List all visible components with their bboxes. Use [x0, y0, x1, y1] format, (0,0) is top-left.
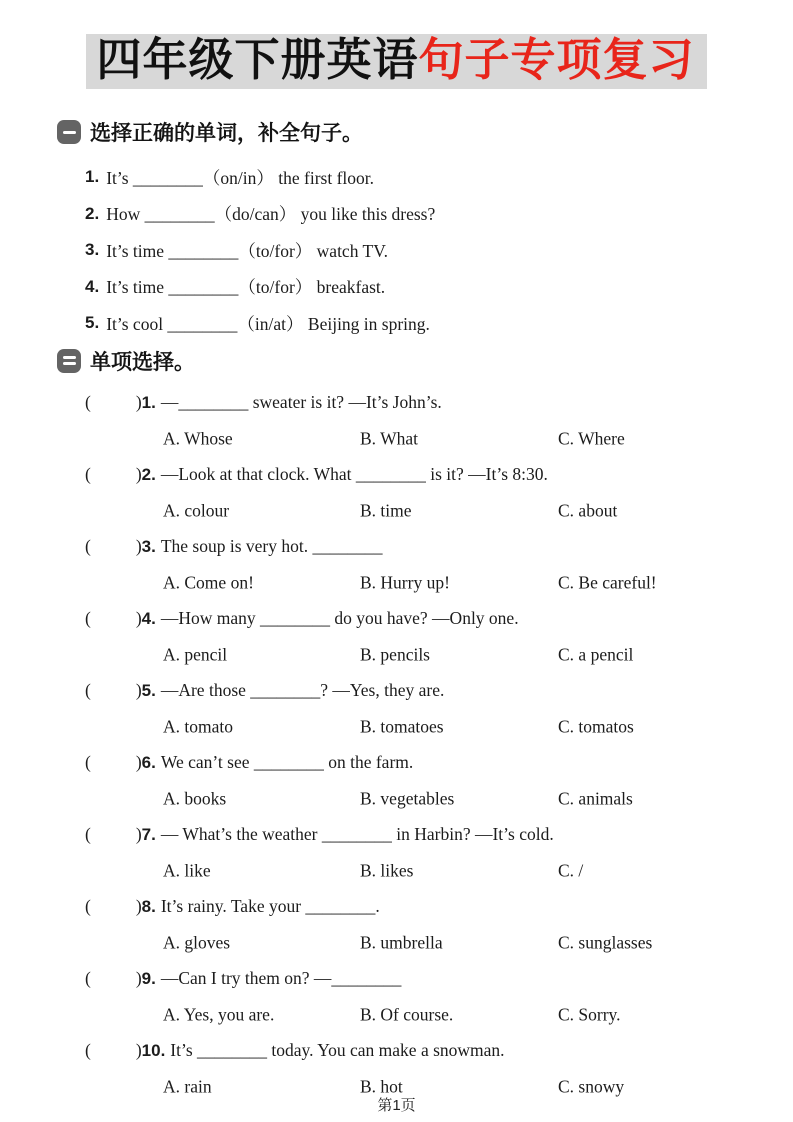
worksheet-item [85, 269, 793, 306]
section-one-items [85, 159, 793, 342]
option-a: A. like [163, 860, 211, 880]
question-item [0, 673, 793, 745]
option-b: B. Hurry up! [360, 572, 450, 592]
question-item [0, 961, 793, 1033]
question-item [0, 529, 793, 601]
option-b: B. time [360, 500, 412, 520]
answer-bracket-close: ) [135, 896, 142, 916]
answer-bracket-close: ) [135, 968, 142, 988]
option-b: B. hot [360, 1076, 403, 1096]
option-c: C. a pencil [558, 644, 634, 664]
answer-bracket-open: ( [85, 1040, 91, 1060]
question-item [0, 457, 793, 529]
option-b: B. Of course. [360, 1004, 454, 1024]
option-a: A. Come on! [163, 572, 254, 592]
answer-bracket-close: ) [135, 1040, 142, 1060]
option-c: C. Be careful! [558, 572, 657, 592]
page-footer: 第1页 [377, 1097, 416, 1114]
question-text: —Look at that clock. What ________ is it? —It’s 8:30. [160, 464, 548, 484]
question-number: 6. [141, 752, 156, 772]
question-text: —________ sweater is it? —It’s John’s. [160, 392, 442, 412]
question-text: —Are those ________? —Yes, they are. [160, 680, 445, 700]
option-a: A. gloves [163, 932, 231, 952]
question-number: 5. [141, 680, 156, 700]
option-b: B. likes [360, 860, 414, 880]
section-two-questions [0, 385, 793, 1105]
question-number: 2. [141, 464, 156, 484]
option-c: C. Sorry. [558, 1004, 621, 1024]
item-text: It’s time ________（to/for） breakfast. [106, 277, 386, 298]
answer-bracket-open: ( [85, 896, 91, 916]
item-text: It’s cool ________（in/at） Beijing in spring. [106, 313, 430, 334]
option-a: A. Yes, you are. [163, 1004, 275, 1024]
section-one-icon [57, 120, 81, 144]
question-text: —How many ________ do you have? —Only one. [160, 608, 519, 628]
item-number: 2. [85, 203, 100, 223]
answer-bracket-open: ( [85, 968, 91, 988]
answer-bracket-open: ( [85, 752, 91, 772]
question-text: It’s rainy. Take your ________. [160, 896, 380, 916]
answer-bracket-open: ( [85, 464, 91, 484]
answer-bracket-open: ( [85, 392, 91, 412]
answer-bracket-close: ) [135, 752, 142, 772]
option-a: A. pencil [163, 644, 228, 664]
section-one-heading: 选择正确的单词，补全句子。 [90, 122, 363, 145]
question-number: 7. [141, 824, 156, 844]
question-item [0, 601, 793, 673]
option-a: A. Whose [163, 428, 233, 448]
item-number: 5. [85, 313, 100, 333]
option-c: C. animals [558, 788, 633, 808]
item-text: It’s time ________（to/for） watch TV. [106, 240, 388, 261]
answer-bracket-open: ( [85, 608, 91, 628]
answer-bracket-close: ) [135, 536, 142, 556]
question-number: 4. [141, 608, 156, 628]
section-two-heading: 单项选择。 [90, 350, 195, 374]
item-number: 4. [85, 276, 100, 296]
option-b: B. vegetables [360, 788, 455, 808]
item-number: 1. [85, 167, 100, 187]
item-text: It’s ________（on/in） the first floor. [106, 167, 375, 188]
answer-bracket-close: ) [135, 392, 142, 412]
section-one-header [57, 117, 793, 147]
question-item [0, 745, 793, 817]
section-two-header [57, 346, 793, 376]
page-title-black: 四年级下册英语 [96, 34, 419, 85]
question-number: 10. [141, 1040, 166, 1060]
option-c: C. / [558, 860, 584, 880]
question-item [0, 889, 793, 961]
option-c: C. snowy [558, 1076, 625, 1096]
answer-bracket-close: ) [135, 464, 142, 484]
option-b: B. umbrella [360, 932, 443, 952]
answer-bracket-open: ( [85, 680, 91, 700]
question-text: —Can I try them on? —________ [160, 968, 402, 988]
item-text: How ________（do/can） you like this dress? [106, 204, 436, 225]
option-c: C. Where [558, 428, 625, 448]
option-b: B. What [360, 428, 419, 448]
option-b: B. pencils [360, 644, 430, 664]
worksheet-item [85, 305, 793, 342]
answer-bracket-close: ) [135, 824, 142, 844]
question-text: — What’s the weather ________ in Harbin? —It’s cold. [160, 824, 554, 844]
answer-bracket-open: ( [85, 536, 91, 556]
page-title-red: 句子专项复习 [418, 34, 695, 85]
section-two-icon [57, 349, 81, 373]
option-c: C. tomatos [558, 716, 634, 736]
option-a: A. rain [163, 1076, 212, 1096]
option-b: B. tomatoes [360, 716, 444, 736]
answer-bracket-close: ) [135, 680, 142, 700]
item-number: 3. [85, 240, 100, 260]
question-number: 3. [141, 536, 156, 556]
page-title [86, 34, 706, 89]
question-text: It’s ________ today. You can make a snowman. [170, 1040, 505, 1060]
question-item [0, 817, 793, 889]
option-c: C. about [558, 500, 618, 520]
option-c: C. sunglasses [558, 932, 653, 952]
question-number: 1. [141, 392, 156, 412]
question-item [0, 385, 793, 457]
question-number: 9. [141, 968, 156, 988]
title-bar [0, 0, 793, 89]
question-text: The soup is very hot. ________ [160, 536, 383, 556]
answer-bracket-close: ) [135, 608, 142, 628]
worksheet-item [85, 232, 793, 269]
question-text: We can’t see ________ on the farm. [160, 752, 414, 772]
question-number: 8. [141, 896, 156, 916]
answer-bracket-open: ( [85, 824, 91, 844]
option-a: A. tomato [163, 716, 233, 736]
worksheet-item [85, 196, 793, 233]
option-a: A. colour [163, 500, 230, 520]
worksheet-item [85, 159, 793, 196]
option-a: A. books [163, 788, 227, 808]
